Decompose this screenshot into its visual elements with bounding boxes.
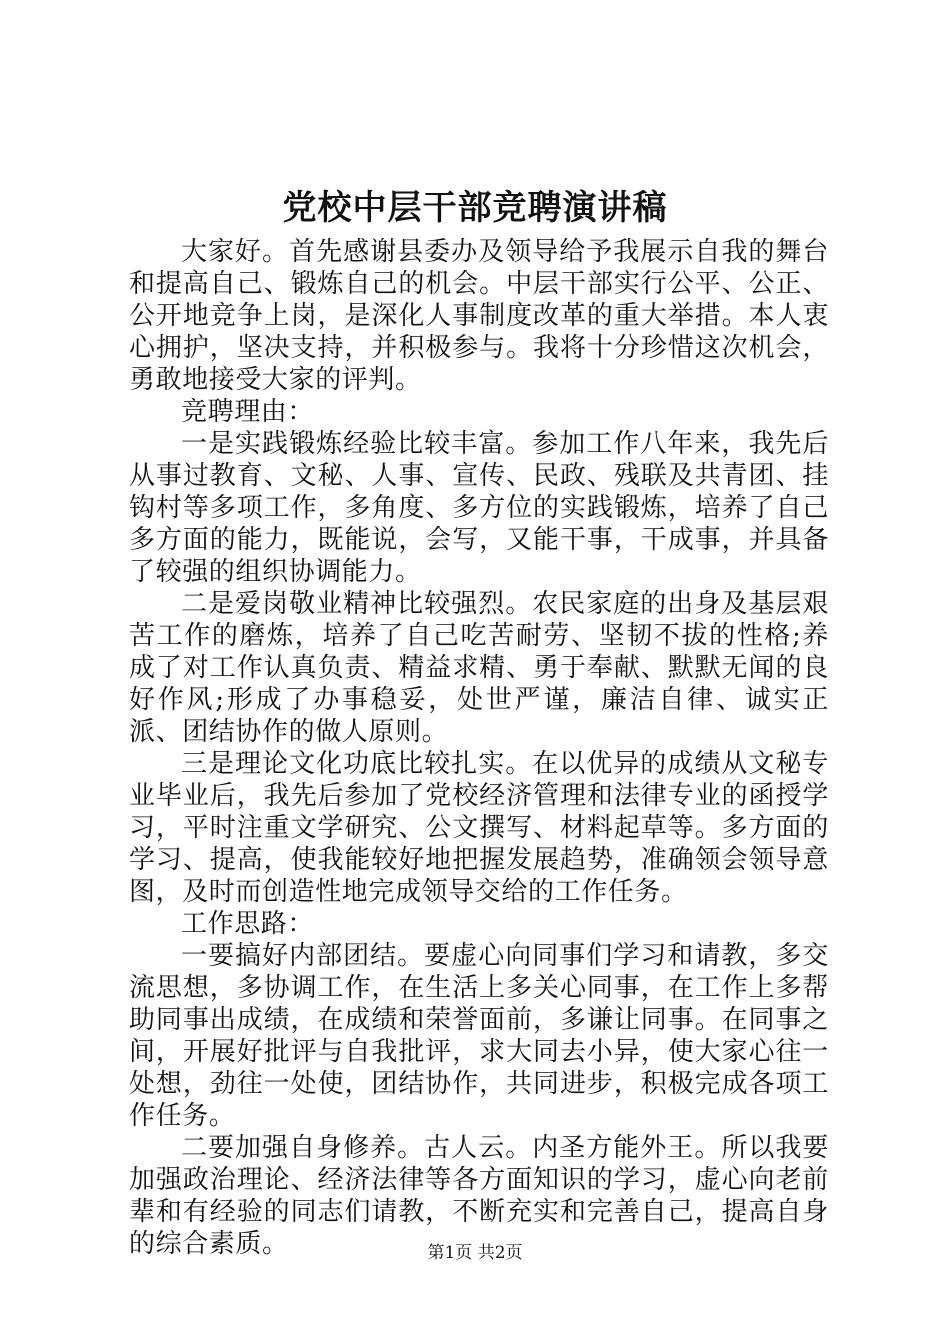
paragraph-greeting: 大家好。首先感谢县委办及领导给予我展示自我的舞台和提高自己、锻炼自己的机会。中层干部实行公平、公正、公开地竞争上岗，是深化人事制度改革的重大举措。本人衷心拥护，坚决支持，并积极参与。我将十分珍惜这次机会，勇敢地接受大家的评判。 (129, 237, 829, 395)
heading-reasons: 竞聘理由： (181, 397, 315, 427)
paragraph-reason-3: 三是理论文化功底比较扎实。在以优异的成绩从文秘专业毕业后，我先后参加了党校经济管理和法律专业的函授学习，平时注重文学研究、公文撰写、材料起草等。多方面的学习、提高，使我能较好地把握发展趋势，准确领会领导意图，及时而创造性地完成领导交给的工作任务。 (129, 749, 829, 907)
document-title: 党校中层干部竞聘演讲稿 (282, 188, 668, 228)
paragraph-reason-1: 一是实践锻炼经验比较丰富。参加工作八年来，我先后从事过教育、文秘、人事、宣传、民政、残联及共青团、挂钩村等多项工作，多角度、多方位的实践锻炼，培养了自己多方面的能力，既能说，会写，又能干事，干成事，并具备了较强的组织协调能力。 (129, 429, 829, 587)
document-body (129, 236, 829, 1260)
heading-work-ideas: 工作思路： (181, 909, 315, 939)
page-number-footer: 第1页 共2页 (427, 1243, 523, 1263)
paragraph-reason-2: 二是爱岗敬业精神比较强烈。农民家庭的出身及基层艰苦工作的磨炼，培养了自己吃苦耐劳、坚韧不拔的性格;养成了对工作认真负责、精益求精、勇于奉献、默默无闻的良好作风;形成了办事稳妥，处世严谨，廉洁自律、诚实正派、团结协作的做人原则。 (129, 589, 829, 747)
paragraph-idea-2: 二要加强自身修养。古人云。内圣方能外王。所以我要加强政治理论、经济法律等各方面知识的学习，虚心向老前辈和有经验的同志们请教，不断充实和完善自己，提高自身的综合素质。 (129, 1133, 829, 1259)
paragraph-idea-1: 一要搞好内部团结。要虚心向同事们学习和请教，多交流思想，多协调工作，在生活上多关心同事，在工作上多帮助同事出成绩，在成绩和荣誉面前，多谦让同事。在同事之间，开展好批评与自我批评，求大同去小异，使大家心往一处想，劲往一处使，团结协作，共同进步，积极完成各项工作任务。 (129, 941, 829, 1131)
